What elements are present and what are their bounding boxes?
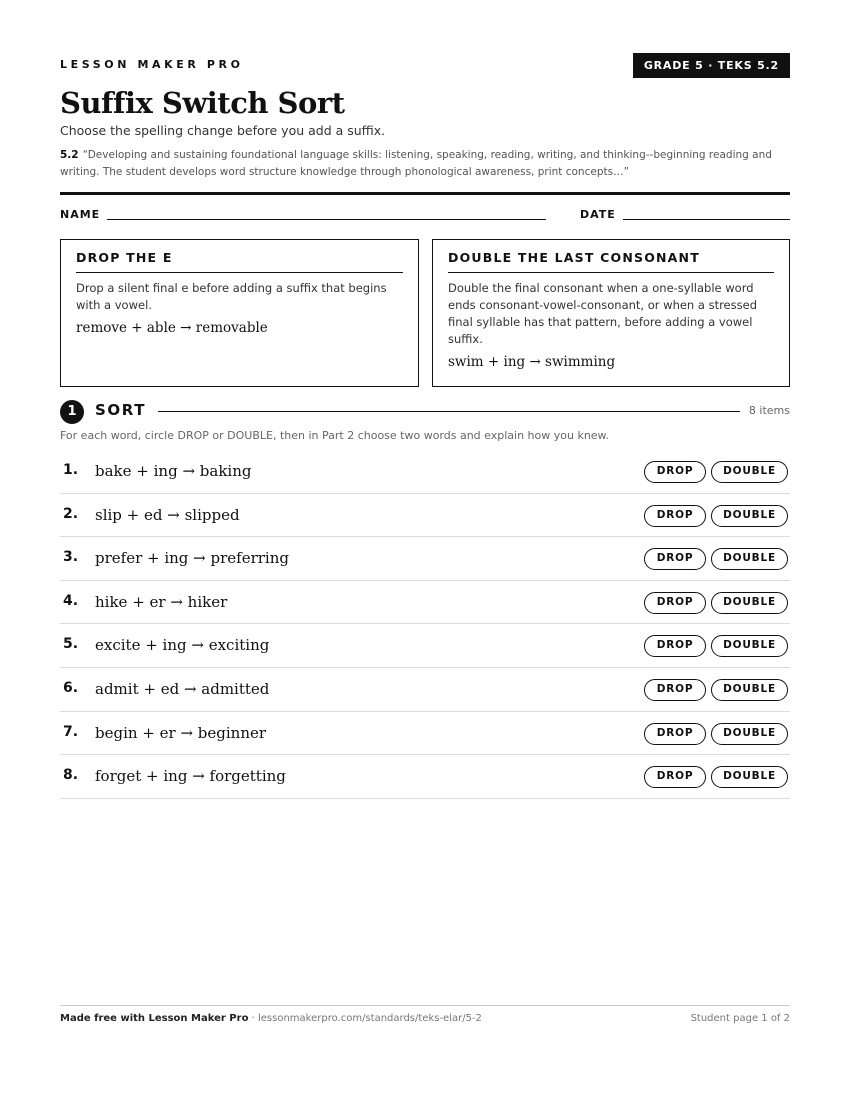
rule-card-double-consonant bbox=[432, 239, 790, 387]
date-label: DATE bbox=[580, 208, 616, 221]
item-number: 4. bbox=[63, 592, 79, 609]
drop-option[interactable]: DROP bbox=[644, 679, 706, 701]
name-field[interactable] bbox=[107, 219, 546, 220]
drop-option[interactable]: DROP bbox=[644, 635, 706, 657]
rule-card-drop-e bbox=[60, 239, 419, 387]
drop-option[interactable]: DROP bbox=[644, 723, 706, 745]
footer-made-with: Made free with Lesson Maker Pro bbox=[60, 1013, 249, 1024]
footer-credit bbox=[60, 1013, 482, 1024]
item-number: 3. bbox=[63, 549, 79, 566]
brand-name: LESSON MAKER PRO bbox=[60, 58, 244, 71]
sort-item bbox=[60, 450, 790, 494]
item-word: begin + er → beginner bbox=[95, 723, 267, 742]
item-word: bake + ing → baking bbox=[95, 462, 252, 480]
section-divider bbox=[158, 411, 740, 412]
footer-divider bbox=[60, 1005, 790, 1006]
rule-example: remove + able → removable bbox=[76, 320, 268, 336]
rule-title: DOUBLE THE LAST CONSONANT bbox=[448, 250, 774, 273]
item-word: prefer + ing → preferring bbox=[95, 549, 289, 568]
double-option[interactable]: DOUBLE bbox=[711, 635, 788, 657]
footer-page-number: Student page 1 of 2 bbox=[690, 1013, 790, 1024]
date-field[interactable] bbox=[623, 219, 790, 220]
double-option[interactable]: DOUBLE bbox=[711, 592, 788, 614]
rule-title: DROP THE E bbox=[76, 250, 403, 273]
standard-code: 5.2 bbox=[60, 149, 79, 161]
sort-item bbox=[60, 755, 790, 799]
sort-item bbox=[60, 624, 790, 668]
page-title: Suffix Switch Sort bbox=[60, 86, 345, 120]
item-number: 6. bbox=[63, 679, 79, 696]
drop-option[interactable]: DROP bbox=[644, 505, 706, 527]
item-word: forget + ing → forgetting bbox=[95, 767, 286, 786]
grade-badge: GRADE 5 · TEKS 5.2 bbox=[633, 53, 790, 78]
double-option[interactable]: DOUBLE bbox=[711, 679, 788, 701]
rule-example: swim + ing → swimming bbox=[448, 354, 616, 370]
header-divider bbox=[60, 192, 790, 195]
footer-url[interactable]: · lessonmakerpro.com/standards/teks-elar/5-2 bbox=[248, 1013, 482, 1024]
drop-option[interactable]: DROP bbox=[644, 592, 706, 614]
rule-text: Double the final consonant when a one-syllable word ends consonant-vowel-consonant, or when a stressed final syllable has that pattern, before adding a vowel suffix. bbox=[448, 281, 757, 346]
standard-description bbox=[60, 147, 790, 181]
item-word: slip + ed → slipped bbox=[95, 505, 240, 524]
drop-option[interactable]: DROP bbox=[644, 766, 706, 788]
drop-option[interactable]: DROP bbox=[644, 548, 706, 570]
item-number: 5. bbox=[63, 636, 79, 653]
sort-item bbox=[60, 668, 790, 712]
item-word: admit + ed → admitted bbox=[95, 679, 270, 698]
sort-item bbox=[60, 581, 790, 625]
name-label: NAME bbox=[60, 208, 101, 221]
sort-item-list bbox=[60, 450, 790, 799]
double-option[interactable]: DOUBLE bbox=[711, 461, 788, 483]
drop-option[interactable]: DROP bbox=[644, 461, 706, 483]
item-word: excite + ing → exciting bbox=[95, 636, 270, 655]
standard-text: “Developing and sustaining foundational language skills: listening, speaking, reading, writing, and thinking--beginning reading and writing. The student develops word structure knowledge through phonological awareness, print concepts…” bbox=[60, 149, 772, 178]
page-subtitle: Choose the spelling change before you add a suffix. bbox=[60, 123, 386, 138]
item-number: 1. bbox=[63, 462, 79, 478]
double-option[interactable]: DOUBLE bbox=[711, 505, 788, 527]
sort-item bbox=[60, 494, 790, 538]
section-number-badge: 1 bbox=[60, 400, 84, 424]
section-title: SORT bbox=[95, 401, 147, 419]
sort-item bbox=[60, 537, 790, 581]
item-number: 8. bbox=[63, 767, 79, 784]
double-option[interactable]: DOUBLE bbox=[711, 766, 788, 788]
double-option[interactable]: DOUBLE bbox=[711, 548, 788, 570]
item-number: 2. bbox=[63, 505, 79, 522]
item-count: 8 items bbox=[748, 404, 790, 417]
worksheet-page bbox=[60, 0, 790, 1100]
sort-item bbox=[60, 712, 790, 756]
item-word: hike + er → hiker bbox=[95, 592, 228, 611]
rule-text: Drop a silent final e before adding a suffix that begins with a vowel. bbox=[76, 281, 387, 312]
section-instructions: For each word, circle DROP or DOUBLE, then in Part 2 choose two words and explain how you knew. bbox=[60, 429, 610, 442]
double-option[interactable]: DOUBLE bbox=[711, 723, 788, 745]
item-number: 7. bbox=[63, 723, 79, 740]
